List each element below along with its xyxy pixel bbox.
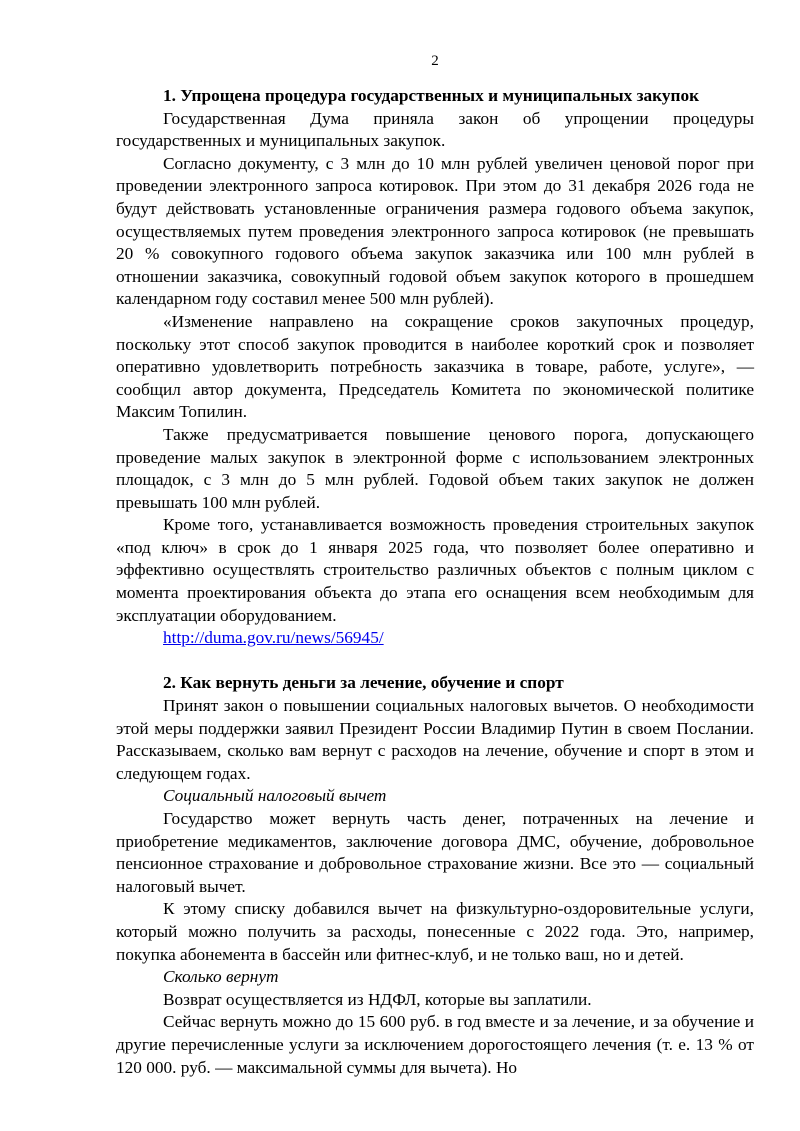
source-link-line <box>116 627 754 650</box>
section-2-paragraph: К этому списку добавился вычет на физкультурно-оздоровительные услуги, который можно получить за расходы, понесенные с 2022 года. Это, например, покупка абонемента в бассейн или фитнес-клуб, и не только ваш, но и детей. <box>116 899 754 964</box>
section-1-title: 1. Упрощена процедура государственных и муниципальных закупок <box>163 86 700 105</box>
section-1-paragraph: Согласно документу, с 3 млн до 10 млн рублей увеличен ценовой порог при проведении электронного запроса котировок. При этом до 31 декабря 2026 года не будут действовать установленные ограничения размера годового объема закупок, осуществляемых путем проведения электронного запроса котировок (не превышать 20 % совокупного годового объема закупок заказчика или 100 млн рублей в отношении заказчика, совокупный годовой объем закупок которого в прошедшем календарном году составил менее 500 млн рублей). <box>116 153 754 309</box>
section-1-paragraph: Кроме того, устанавливается возможность проведения строительных закупок «под ключ» в срок до 1 января 2025 года, что позволяет более оперативно и эффективно осуществлять строительство различных объектов с полным циклом с момента проектирования объекта до этапа его оснащения всем необходимым для эксплуатации оборудованием. <box>116 515 754 625</box>
section-2-paragraph: Государство может вернуть часть денег, потраченных на лечение и приобретение медикаментов, заключение договора ДМС, обучение, добровольное пенсионное страхование и добровольное страхование жизни. Все это — социальный налоговый вычет. <box>116 809 754 896</box>
section-1-paragraph: «Изменение направлено на сокращение сроков закупочных процедур, поскольку этот способ закупок проводится в наиболее короткий срок и позволяет оперативно удовлетворить потребность заказчика в товаре, работе, услуге», — сообщил автор документа, Председатель Комитета по экономической политике Максим Топилин. <box>116 311 754 422</box>
section-1-paragraph: Государственная Дума приняла закон об упрощении процедуры государственных и муниципальных закупок. <box>116 108 754 151</box>
section-spacer <box>116 650 754 673</box>
section-2-paragraph: Возврат осуществляется из НДФЛ, которые вы заплатили. <box>163 989 592 1009</box>
document-body <box>116 85 754 1079</box>
section-2-title: 2. Как вернуть деньги за лечение, обучение и спорт <box>163 673 564 693</box>
section-2-paragraph: Сейчас вернуть можно до 15 600 руб. в год вместе и за лечение, и за обучение и другие перечисленные услуги за исключением дорогостоящего лечения (т. е. 13 % от 120 000. руб. — максимальной суммы для вычета). Но <box>116 1012 754 1077</box>
source-link[interactable]: http://duma.gov.ru/news/56945/ <box>163 628 384 648</box>
subsection-title: Сколько вернут <box>163 967 279 987</box>
page-number: 2 <box>431 53 439 69</box>
section-2-intro: Принят закон о повышении социальных налоговых вычетов. О необходимости этой меры поддержки заявил Президент России Владимир Путин в своем Послании. Рассказываем, сколько вам вернут с расходов на лечение, обучение и спорт в этом и следующем годах. <box>116 696 754 783</box>
section-1-paragraph: Также предусматривается повышение ценового порога, допускающего проведение малых закупок в электронной форме с использованием электронных площадок, с 3 млн до 5 млн рублей. Годовой объем таких закупок не должен превышать 100 млн рублей. <box>116 424 754 512</box>
subsection-title: Социальный налоговый вычет <box>163 786 387 806</box>
